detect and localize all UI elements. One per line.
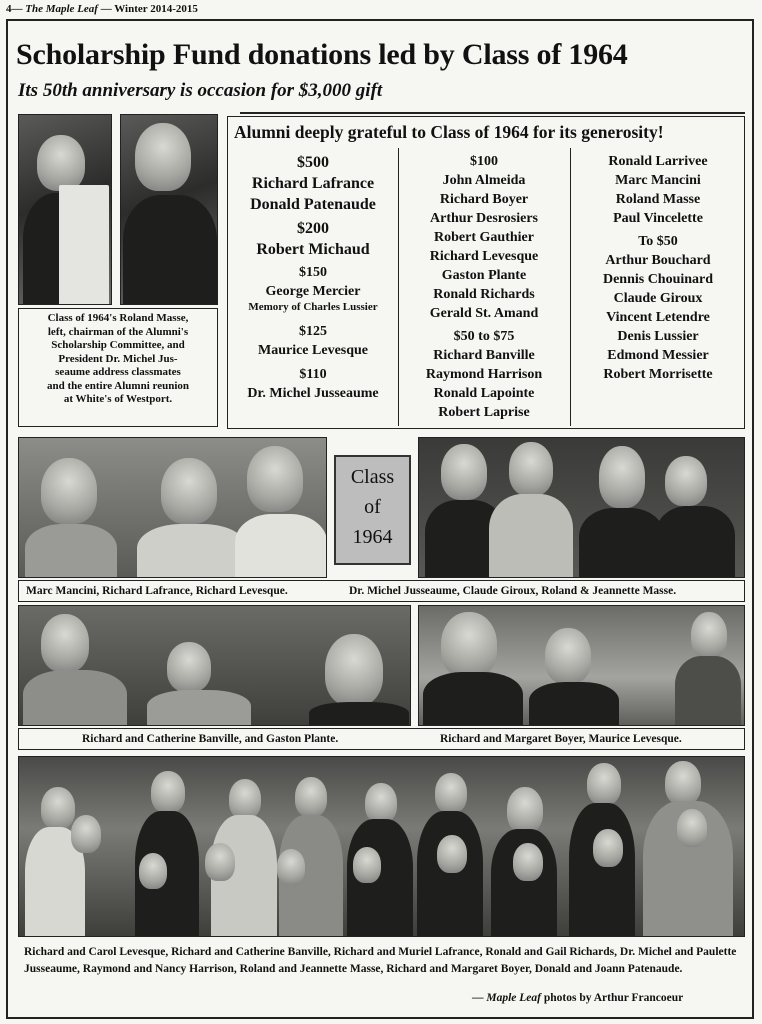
column-divider — [398, 148, 399, 426]
class-box-line: of — [364, 496, 381, 518]
caption-line: left, chairman of the Alumni's — [47, 325, 189, 338]
donor-entry: Robert Laprise — [438, 405, 530, 420]
photo-caption-top-left — [18, 308, 218, 427]
donor-entry: Ronald Lapointe — [433, 386, 535, 401]
subhead: Its 50th anniversary is occasion for $3,000 gift — [18, 80, 383, 101]
donor-entry: Richard Levesque — [429, 249, 539, 264]
photo-michel-jusseaume — [120, 114, 218, 305]
credit-publication: Maple Leaf — [486, 992, 541, 1004]
donor-column-3 — [574, 152, 742, 384]
donor-entry: Raymond Harrison — [425, 367, 543, 382]
donor-entry: Dr. Michel Jusseaume — [247, 386, 379, 401]
donor-entry: Edmond Messier — [607, 348, 709, 363]
donor-entry: Gerald St. Amand — [429, 306, 539, 321]
donor-entry: Denis Lussier — [617, 329, 699, 344]
class-box-line: Class — [350, 466, 395, 488]
class-box-line: 1964 — [352, 526, 393, 548]
caption-line: Class of 1964's Roland Masse, — [47, 312, 189, 324]
donor-entry: George Mercier — [265, 284, 361, 299]
donor-entry: Robert Michaud — [256, 241, 370, 258]
donor-entry: $500 — [297, 154, 329, 171]
caption-line: President Dr. Michel Jus- — [58, 352, 178, 365]
donor-entry: Robert Morrisette — [603, 367, 713, 382]
donor-entry: Richard Banville — [433, 348, 535, 363]
photo-mancini-lafrance-levesque — [18, 437, 327, 578]
donor-entry: Ronald Richards — [433, 287, 535, 302]
class-of-1964-box — [334, 455, 411, 565]
donor-entry: Marc Mancini — [615, 173, 701, 188]
caption-line: seaume address classmates — [55, 366, 181, 378]
donor-entry: To $50 — [638, 234, 678, 249]
donor-entry: Gaston Plante — [441, 268, 527, 283]
donor-entry: Donald Patenaude — [250, 196, 376, 213]
donor-entry: John Almeida — [442, 173, 526, 188]
donor-entry: $50 to $75 — [453, 329, 515, 344]
donor-entry: Arthur Bouchard — [605, 253, 711, 268]
donor-entry: Paul Vincelette — [613, 211, 703, 226]
donor-column-1 — [232, 152, 394, 403]
headline: Scholarship Fund donations led by Class of 1964 — [16, 38, 628, 71]
caption-line: at White's of Westport. — [63, 393, 173, 405]
donor-entry: Richard Boyer — [439, 192, 529, 207]
credit-text: photos by Arthur Francoeur — [543, 992, 684, 1004]
donor-list-title: Alumni deeply grateful to Class of 1964 for its generosity! — [234, 122, 664, 142]
page-header — [6, 3, 198, 15]
donor-entry: Memory of Charles Lussier — [248, 301, 378, 313]
column-divider — [570, 148, 571, 426]
donor-entry: $110 — [299, 367, 327, 382]
photo-caption-group: Richard and Carol Levesque, Richard and Catherine Banville, Richard and Muriel Lafrance, Ronald and Gail Richards, Dr. Michel and Paulette Jusseaume, Raymond and Nancy Harrison, Roland and Jeannette Masse, Richard and Margaret Boyer, Donald and Joann Patenaude. — [24, 946, 737, 975]
photo-class-group — [18, 756, 745, 937]
credit-dash: — — [472, 992, 484, 1004]
photo-jusseaume-giroux-masse — [418, 437, 745, 578]
donor-entry: $125 — [299, 324, 327, 339]
photo-caption-row3-right: Richard and Margaret Boyer, Maurice Levesque. — [440, 733, 682, 745]
donor-entry: Maurice Levesque — [257, 343, 369, 358]
donor-entry: Dennis Chouinard — [602, 272, 714, 287]
donor-entry: Ronald Larrivee — [608, 154, 708, 169]
page-number: 4 — [6, 3, 12, 15]
photo-caption-row3-left: Richard and Catherine Banville, and Gaston Plante. — [82, 733, 339, 745]
donor-entry: $100 — [470, 154, 498, 169]
donor-entry: Robert Gauthier — [434, 230, 534, 245]
photo-banville-plante — [18, 605, 411, 726]
caption-line: and the entire Alumni reunion — [46, 379, 189, 392]
header-separator: — — [11, 3, 23, 15]
donor-entry: $150 — [299, 265, 327, 280]
subhead-rule — [240, 112, 745, 114]
donor-entry: $200 — [297, 220, 329, 237]
photo-boyer-levesque — [418, 605, 745, 726]
photo-roland-masse-speaking — [18, 114, 112, 305]
publication-name: The Maple Leaf — [25, 3, 98, 15]
issue-date: — Winter 2014-2015 — [100, 3, 198, 15]
donor-entry: Richard Lafrance — [251, 175, 375, 192]
photo-caption-row2-left: Marc Mancini, Richard Lafrance, Richard Levesque. — [26, 585, 288, 597]
donor-entry: Arthur Desrosiers — [430, 211, 538, 226]
caption-line: Scholarship Committee, and — [51, 339, 185, 351]
donor-entry: Roland Masse — [615, 192, 701, 207]
donor-entry: Vincent Letendre — [606, 310, 710, 325]
donor-entry: Claude Giroux — [613, 291, 703, 306]
donor-column-2 — [402, 152, 566, 422]
photo-caption-row2-right: Dr. Michel Jusseaume, Claude Giroux, Roland & Jeannette Masse. — [349, 585, 677, 597]
photo-credit — [472, 992, 683, 1004]
